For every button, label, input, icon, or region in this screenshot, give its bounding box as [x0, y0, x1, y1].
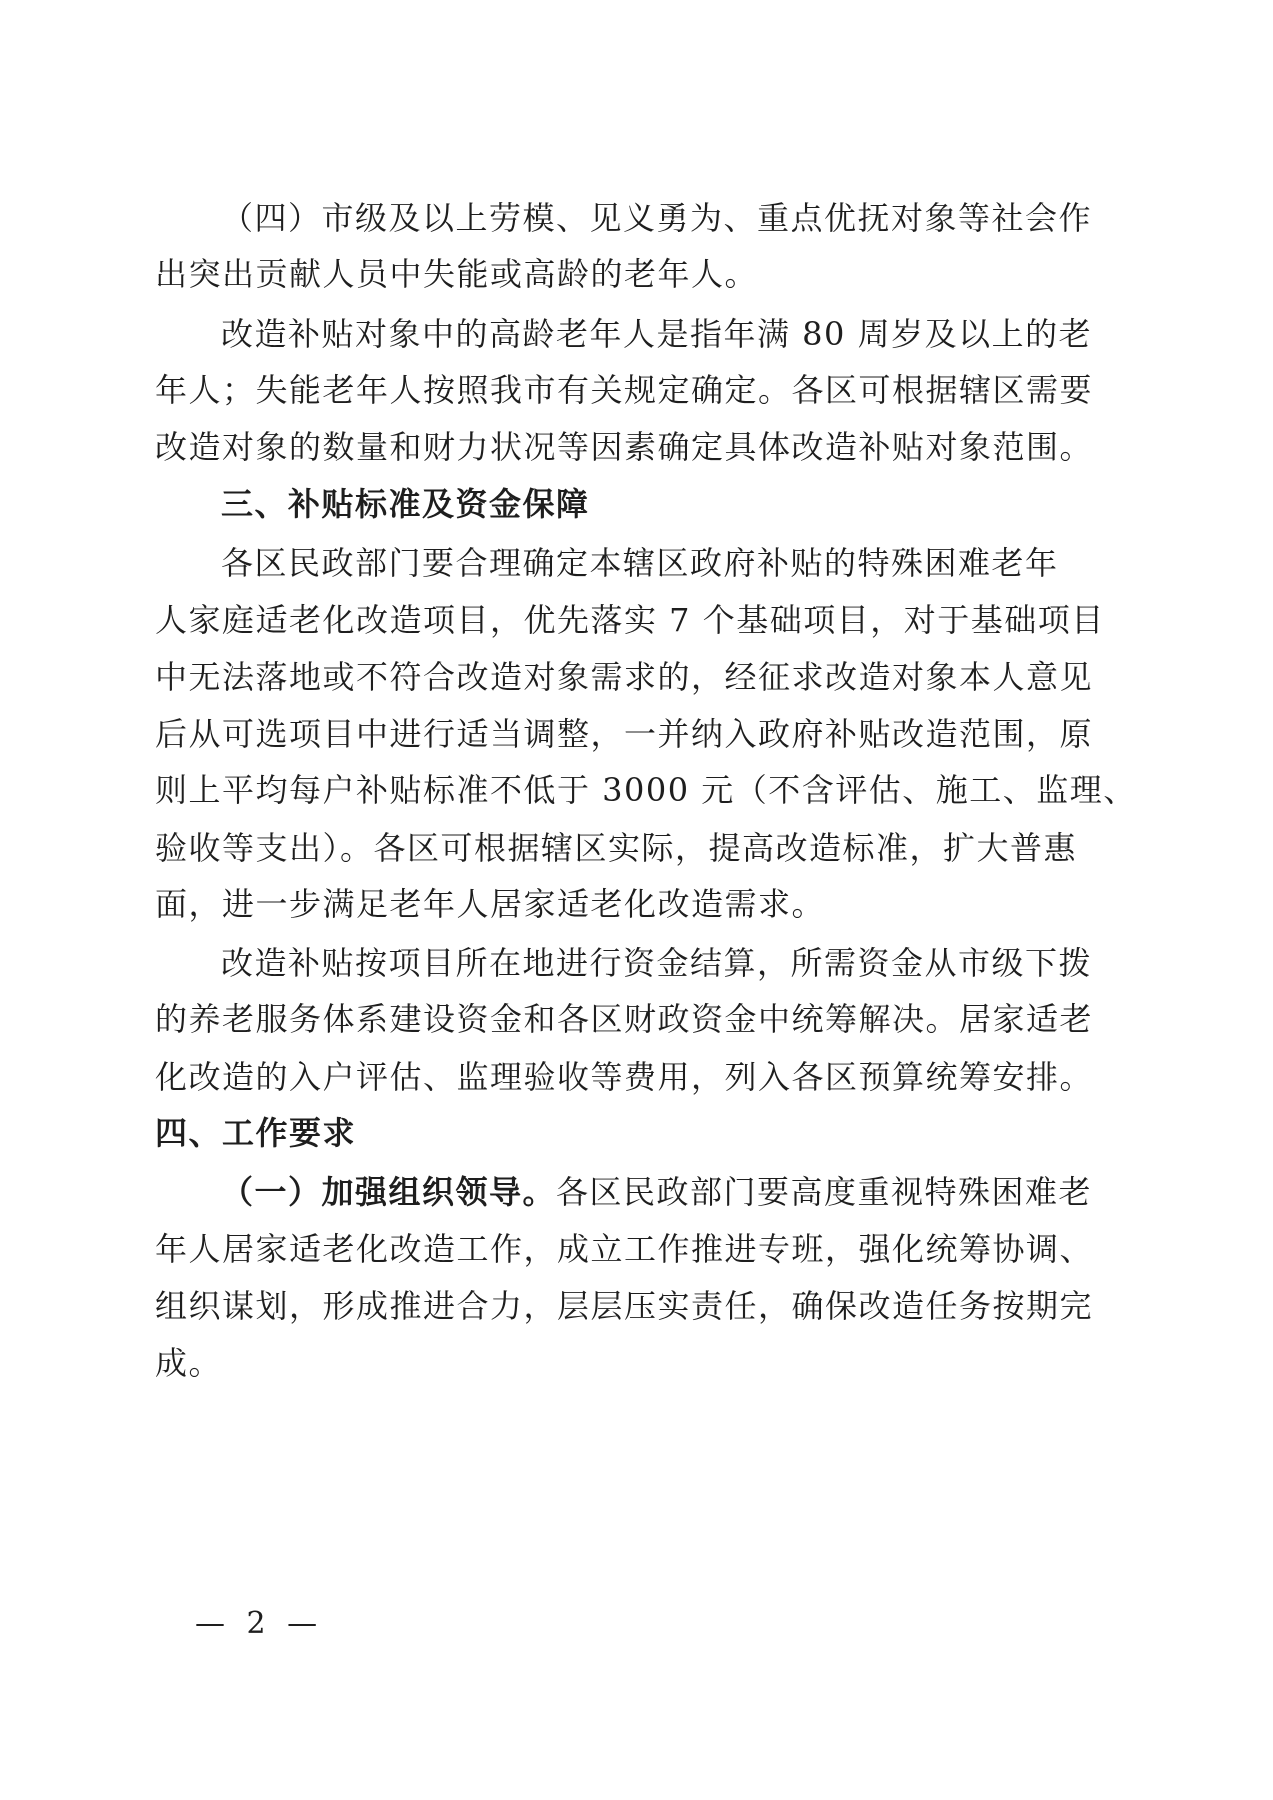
- paragraph-line: 组织谋划，形成推进合力，层层压实责任，确保改造任务按期完: [155, 1287, 1094, 1325]
- paragraph-line: [221, 1172, 1095, 1212]
- paragraph-line: （四）市级及以上劳模、见义勇为、重点优抚对象等社会作: [221, 199, 1093, 237]
- paragraph-line: 年人；失能老年人按照我市有关规定确定。各区可根据辖区需要: [155, 371, 1094, 409]
- subsection-lead: （一）加强组织领导。: [221, 1173, 557, 1211]
- paragraph-line: 人家庭适老化改造项目，优先落实 7 个基础项目，对于基础项目: [155, 601, 1105, 639]
- paragraph-line: 后从可选项目中进行适当调整，一并纳入政府补贴改造范围，原: [155, 715, 1094, 753]
- paragraph-line: 则上平均每户补贴标准不低于 3000 元（不含评估、施工、监理、: [155, 771, 1137, 809]
- paragraph-line: 的养老服务体系建设资金和各区财政资金中统筹解决。居家适老: [155, 1000, 1094, 1038]
- paragraph-line: 改造补贴按项目所在地进行资金结算，所需资金从市级下拨: [221, 944, 1093, 982]
- paragraph-line: 中无法落地或不符合改造对象需求的，经征求改造对象本人意见: [155, 658, 1094, 696]
- paragraph-line: 出突出贡献人员中失能或高龄的老年人。: [155, 255, 759, 293]
- section-heading: 三、补贴标准及资金保障: [221, 485, 590, 523]
- paragraph-line: 改造补贴对象中的高龄老年人是指年满 80 周岁及以上的老: [221, 315, 1093, 353]
- paragraph-line: 面，进一步满足老年人居家适老化改造需求。: [155, 885, 826, 923]
- paragraph-line: 验收等支出）。各区可根据辖区实际，提高改造标准，扩大普惠: [155, 829, 1078, 867]
- page-number: — 2 —: [195, 1606, 324, 1641]
- paragraph-line: 改造对象的数量和财力状况等因素确定具体改造补贴对象范围。: [155, 428, 1094, 466]
- paragraph-line: 年人居家适老化改造工作，成立工作推进专班，强化统筹协调、: [155, 1230, 1094, 1268]
- paragraph-text: 各区民政部门要高度重视特殊困难老: [556, 1173, 1093, 1211]
- paragraph-line: 化改造的入户评估、监理验收等费用，列入各区预算统筹安排。: [155, 1058, 1094, 1096]
- section-heading: 四、工作要求: [155, 1114, 357, 1152]
- paragraph-line: 各区民政部门要合理确定本辖区政府补贴的特殊困难老年: [221, 544, 1059, 582]
- paragraph-line: 成。: [155, 1344, 223, 1382]
